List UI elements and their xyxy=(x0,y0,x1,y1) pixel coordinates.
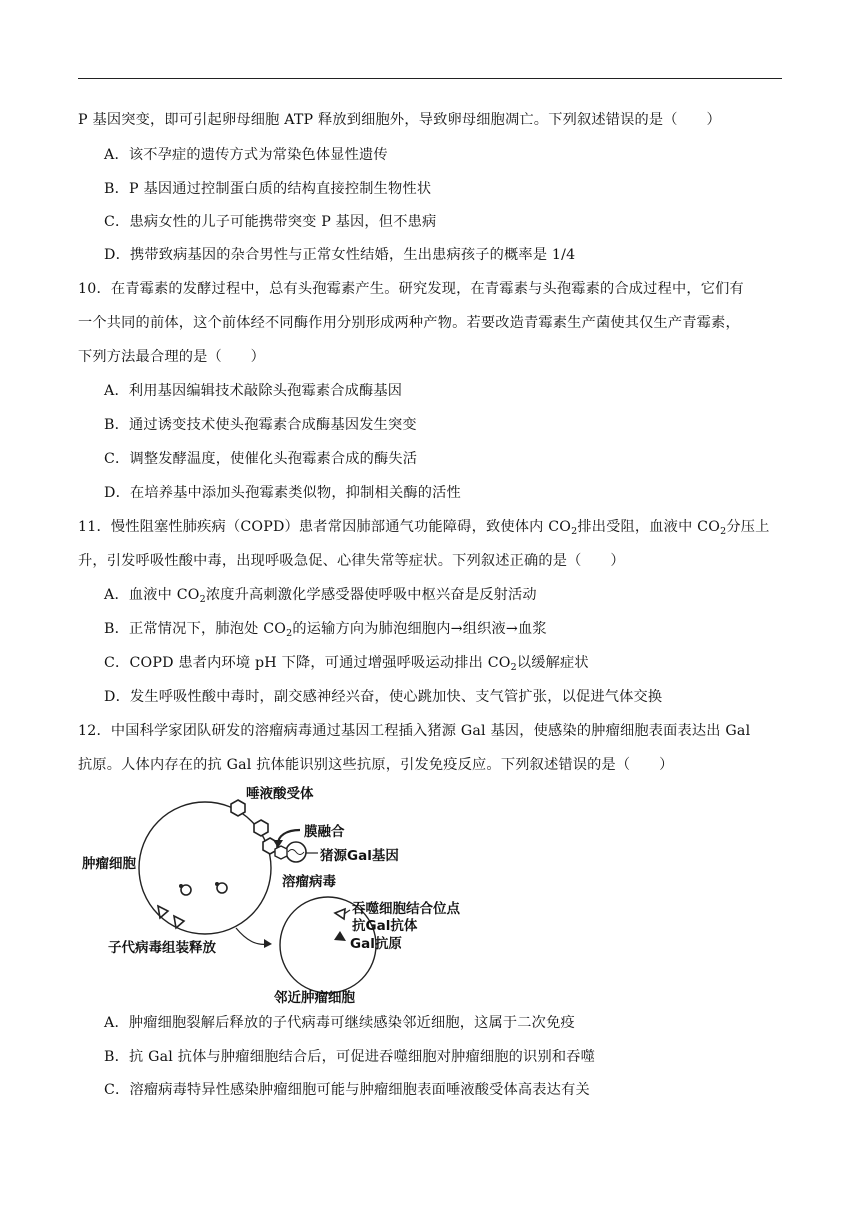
label-release: 子代病毒组装释放 xyxy=(108,940,216,956)
q10-option-c: C．调整发酵温度，使催化头孢霉素合成的酶失活 xyxy=(104,451,418,467)
q9-stem-tail: P 基因突变，即可引起卵母细胞 ATP 释放到细胞外，导致卵母细胞凋亡。下列叙述错误的是（ ） xyxy=(78,112,721,128)
gal-antigen-triangle xyxy=(334,931,346,941)
oncolytic-virus-figure xyxy=(78,780,508,1006)
label-gal-gene: 猪源Gal基因 xyxy=(320,848,399,864)
label-tumor-cell: 肿瘤细胞 xyxy=(82,856,136,872)
q11-stem-line2: 升，引发呼吸性酸中毒，出现呼吸急促、心律失常等症状。下列叙述正确的是（ ） xyxy=(78,553,625,569)
label-fusion: 膜融合 xyxy=(304,824,345,840)
q10-stem-line1: 10．在青霉素的发酵过程中，总有头孢霉素产生。研究发现，在青霉素与头孢霉素的合成过程中，它们有 xyxy=(78,281,744,297)
q9-option-b: B．P 基因通过控制蛋白质的结构直接控制生物性状 xyxy=(104,181,432,197)
header-rule xyxy=(78,78,782,79)
q12-option-a: A．肿瘤细胞裂解后释放的子代病毒可继续感染邻近细胞，这属于二次免疫 xyxy=(104,1015,575,1031)
triangle-1 xyxy=(158,906,168,918)
q10-stem-line2: 一个共同的前体，这个前体经不同酶作用分别形成两种产物。若要改造青霉素生产菌使其仅生产青霉素， xyxy=(78,315,740,331)
label-receptor: 唾液酸受体 xyxy=(246,786,314,802)
q11-stem-line1: 11．慢性阻塞性肺疾病（COPD）患者常因肺部通气功能障碍，致使体内 $CO_2$排出受阻，血液中 $CO_2$分压上 xyxy=(78,519,770,537)
label-virus: 溶瘤病毒 xyxy=(282,874,336,890)
q9-option-a: A．该不孕症的遗传方式为常染色体显性遗传 xyxy=(104,147,388,163)
q12-stem-line1: 12．中国科学家团队研发的溶瘤病毒通过基因工程插入猪源 Gal 基因，使感染的肿瘤细胞表面表达出 Gal xyxy=(78,723,751,739)
q10-option-a: A．利用基因编辑技术敲除头孢霉素合成酶基因 xyxy=(104,383,403,399)
q9-option-c: C．患病女性的儿子可能携带突变 P 基因，但不患病 xyxy=(104,214,437,230)
q10-option-b: B．通过诱变技术使头孢霉素合成酶基因发生突变 xyxy=(104,417,417,433)
virus-hexagon xyxy=(275,846,287,859)
receptor-hexagon-2 xyxy=(254,820,268,836)
q10-option-d: D．在培养基中添加头孢霉素类似物，抑制相关酶的活性 xyxy=(104,485,461,501)
label-neighbor-cell: 邻近肿瘤细胞 xyxy=(274,990,355,1006)
q11-option-c: C．COPD 患者内环境 pH 下降，可通过增强呼吸运动排出 $CO_2$以缓解症状 xyxy=(104,655,589,673)
q11-option-d: D．发生呼吸性酸中毒时，副交感神经兴奋，使心跳加快、支气管扩张，以促进气体交换 xyxy=(104,689,663,705)
q9-option-d: D．携带致病基因的杂合男性与正常女性结婚，生出患病孩子的概率是 1/4 xyxy=(104,247,576,263)
anti-gal-antibody xyxy=(335,909,345,919)
label-gal-antigen: Gal抗原 xyxy=(350,936,402,952)
q11-option-b: B．正常情况下，肺泡处 $CO_2$的运输方向为肺泡细胞内→组织液→血浆 xyxy=(104,621,547,639)
q11-option-a: A．血液中 $CO_2$浓度升高刺激化学感受器使呼吸中枢兴奋是反射活动 xyxy=(104,587,537,605)
label-anti-gal-antibody: 抗Gal抗体 xyxy=(352,918,418,934)
receptor-hexagon-1 xyxy=(231,800,245,816)
virion-2-dot xyxy=(215,882,219,886)
triangle-2 xyxy=(174,916,184,928)
label-phagocyte-site: 吞噬细胞结合位点 xyxy=(352,901,460,917)
q12-option-b: B．抗 Gal 抗体与肿瘤细胞结合后，可促进吞噬细胞对肿瘤细胞的识别和吞噬 xyxy=(104,1049,595,1065)
q10-stem-line3: 下列方法最合理的是（ ） xyxy=(78,349,266,365)
release-arrow xyxy=(236,928,268,944)
q12-option-c: C．溶瘤病毒特异性感染肿瘤细胞可能与肿瘤细胞表面唾液酸受体高表达有关 xyxy=(104,1082,590,1098)
figure-drawing xyxy=(78,780,508,1006)
virion-1-dot xyxy=(179,884,183,888)
release-arrowhead xyxy=(264,939,272,948)
q12-stem-line2: 抗原。人体内存在的抗 Gal 抗体能识别这些抗原，引发免疫反应。下列叙述错误的是（ ） xyxy=(78,757,674,773)
